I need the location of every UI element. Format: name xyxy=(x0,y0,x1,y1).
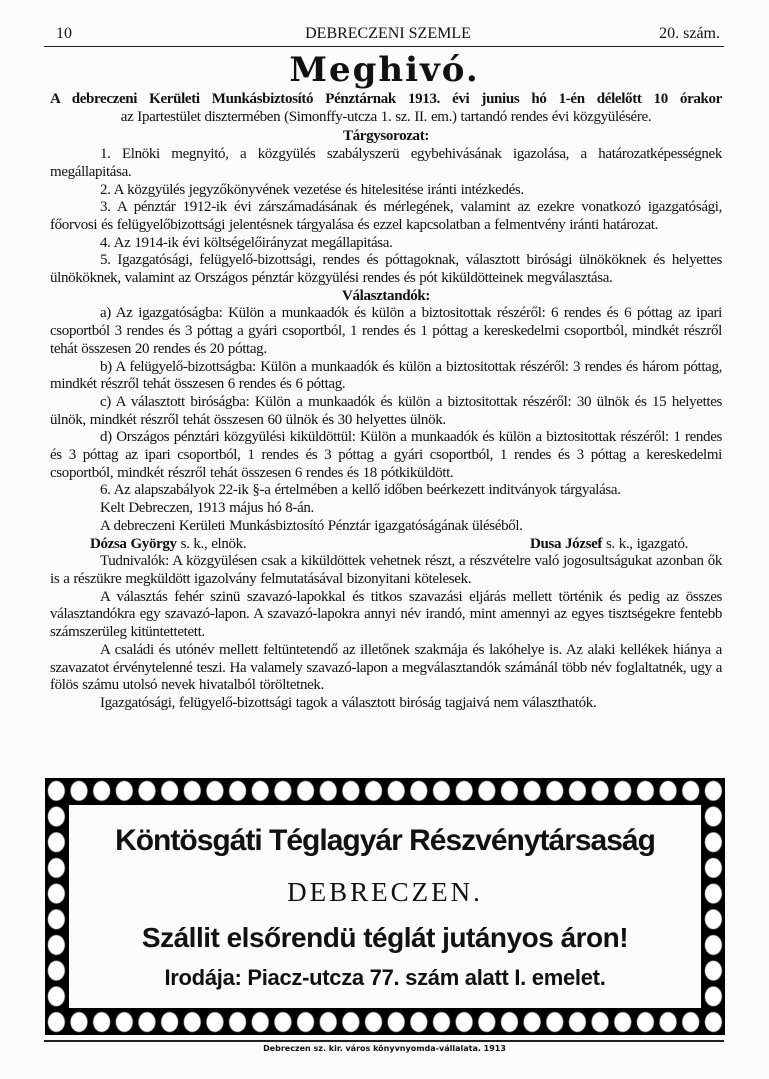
note: Tudnivalók: A közgyülésen csak a kiküldöttek vehetnek részt, a részvételre való jogosultságukat azonban ők is a részükre megküldött igazolvány felmutatásával bizonyitani kötelesek. xyxy=(50,553,722,587)
note: A választás fehér szinü szavazó-lapokkal és titkos szavazási eljárás mellett történik és pedig az összes választandókra egy szavazó-lapon. A szavazó-lapokra annyi név irandó, mint amennyi az egyes tisztségekre fentebb számszerüleg kitüntettetett. xyxy=(50,588,722,641)
note: A családi és utónév mellett feltüntetendő az illetőnek szakmája és lakóhelye is. Az alaki kellékek hiánya a szavazatot érvénytelenné teszi. Ha valamely szavazó-lapon a megválasztandók számánál több név foglaltatnék, ugy a fölös számu utolsó nevek hivatalból töröltetnek. xyxy=(50,641,722,694)
elect-item: b) A felügyelő-bizottságba: Külön a munkaadók és külön a biztositottak részéről: 3 rendes és három póttag, mindkét részről tehát összesen 6 rendes és 6 póttag. xyxy=(50,358,722,393)
advert-panel xyxy=(68,804,702,1009)
advertisement xyxy=(45,778,725,1035)
advert-company: Köntösgáti Téglagyár Részvénytársaság xyxy=(115,824,655,857)
intro-bold: A debreczeni Kerületi Munkásbiztosító Pénztárnak 1913. évi junius hó 1-én délelőtt 10 órakor xyxy=(50,91,722,107)
note: Igazgatósági, felügyelő-bizottsági tagok a választott biróság tagjaivá nem választhatók. xyxy=(100,694,597,711)
agenda-item: 4. Az 1914-ik évi költségelőirányzat megállapitása. xyxy=(100,234,393,251)
signer-name: Dózsa György xyxy=(90,535,177,552)
issue-number: 20. szám. xyxy=(659,25,720,42)
agenda-heading: Tárgysorozat: xyxy=(343,128,429,145)
running-header xyxy=(56,25,720,45)
footer-rule xyxy=(44,1040,724,1042)
elect-item: a) Az igazgatóságba: Külön a munkaadók és külön a biztositottak részéről: 6 rendes és 6 póttag az ipari csoportból 3 rendes és 3 póttag a gyári csoportból, 1 rendes és 1 póttag a kereskedelmi csoportból, mindkét részről tehát összesen 20 rendes és 20 póttag. xyxy=(50,305,722,357)
notice-body xyxy=(50,91,722,713)
page-number: 10 xyxy=(56,25,72,42)
agenda-item: 3. A pénztár 1912-ik évi zárszámadásának és mérlegének, valamint az ezekre vonatkozó igazgatósági, főorvosi és felügyelőbizottsági jelentésnek tárgyalása és ezzel kapcsolatban a felmentvény iránti határozat. xyxy=(50,199,722,233)
elect-item: d) Országos pénztári közgyülési kiküldöttül: Külön a munkaadók és külön a biztositottak részéről: 1 rendes és 3 póttag az ipari csoportból, 1 rendes és 3 póttag a gyári csoportból, 1 rendes és 3 póttag a kereskedelmi csoportból, mindkét részről tehát összesen 6 rendes és 18 pótkiküldött. xyxy=(50,429,722,481)
dated: Kelt Debreczen, 1913 május hó 8-án. xyxy=(100,500,314,517)
signature-right xyxy=(530,536,688,554)
signer-role: s. k., elnök. xyxy=(176,535,247,552)
intro: az Ipartestület disztermében (Simonffy-utcza 1. sz. II. em.) tartandó rendes évi közgyülésére. xyxy=(120,108,652,125)
header-rule xyxy=(44,46,724,47)
advert-address: Irodája: Piacz-utcza 77. szám alatt I. emelet. xyxy=(164,965,606,990)
signature-left xyxy=(90,536,246,554)
notice-title: Meghivó. xyxy=(289,50,480,90)
signatures xyxy=(50,536,722,554)
elect-heading: Választandók: xyxy=(342,287,430,304)
advert-city: DEBRECZEN. xyxy=(287,877,483,907)
issuer: A debreczeni Kerületi Munkásbiztosító Pénztár igazgatóságának üléséből. xyxy=(100,517,523,534)
elect-item: c) A választott biróságba: Külön a munkaadók és külön a biztositottak részéről: 30 ülnök és 15 helyettes ülnök, mindkét részről tehát összesen 60 ülnök és 30 helyettes ülnök. xyxy=(50,393,722,428)
journal-title: DEBRECZENI SZEMLE xyxy=(305,25,471,42)
agenda-item: 2. A közgyülés jegyzőkönyvének vezetése és hitelesitése iránti intézkedés. xyxy=(100,181,524,198)
advert-slogan: Szállit elsőrendü téglát jutányos áron! xyxy=(141,922,629,953)
signer-name: Dusa József xyxy=(529,535,603,552)
agenda-item: 5. Igazgatósági, felügyelő-bizottsági, rendes és póttagoknak, választott birósági ülnököknek és helyettes ülnököknek, valamint az Országos pénztár közgyülési rendes és pót kiküldötteinek megválasztása. xyxy=(50,252,722,287)
printer-imprint: Debreczen sz. kir. város könyvnyomda-vállalata. 1913 xyxy=(263,1044,506,1053)
signer-role: s. k., igazgató. xyxy=(602,535,688,552)
agenda-item-6: 6. Az alapszabályok 22-ik §-a értelmében a kellő időben beérkezett inditványok tárgyalása. xyxy=(100,482,621,499)
agenda-item: 1. Elnöki megnyitó, a közgyülés szabályszerü egybehivásának igazolása, a határozatképességnek megállapitása. xyxy=(50,146,722,180)
